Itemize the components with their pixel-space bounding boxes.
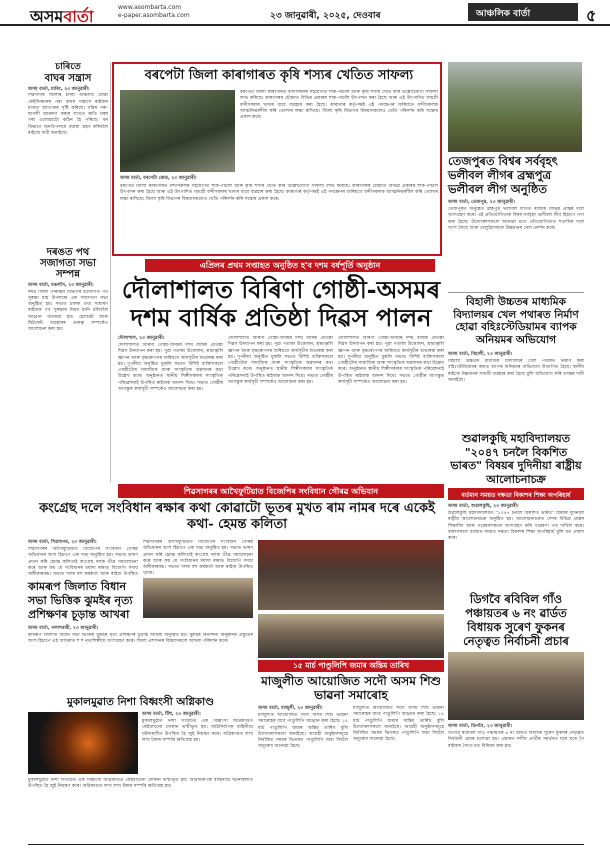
top-story-body: বৰপেটা জিলা কাৰাগাৰত বন্দীসকলৰ সহযোগত শাক-পাচলি আৰু কৃষি শস্যৰ খেতি কৰি উল্লেখযোগ্য সাফল্য লাভ কৰিছে। কাৰাগাৰৰ চৌহদত বিভিন্ন প্ৰকাৰৰ শাক-পাচলি উৎপাদন কৰা হৈছে আৰু এই উৎপাদিত সামগ্ৰী বন্দীসকলৰ খাদ্যৰ বাবে ব্যৱহাৰ কৰা হৈছে। কাৰাগাৰ কৰ্তৃপক্ষই এই পদক্ষেপৰ জৰিয়তে বন্দীসকলক আত্মনিৰ্ভৰশীল কৰি তোলাৰ লক্ষ্য ৰাখিছে। জিলা কৃষি বিভাগৰ বিষয়াসকলেও খেতি পৰিদৰ্শন কৰি সন্তোষ প্ৰকাশ কৰে।	[120, 184, 438, 202]
left-story-title: বাঘৰ সন্ত্ৰাস	[44, 73, 92, 84]
website-url: www.asombarta.com	[118, 4, 182, 11]
fire-photo	[28, 712, 138, 774]
college-story-byline: অসম বাৰ্তা, শুৱালকুছি, ২৩ জানুৱাৰী।	[448, 504, 519, 509]
bihali-byline: অসম বাৰ্তা, বিহালী, ২৩ জানুৱাৰী।	[448, 352, 513, 357]
college-story-body: শুৱালকুছি মহাবিদ্যালয়ত "২০৪৭ চনলৈ বিকশিত ভাৰত" বিষয়ৰ দুদিনীয়া ৰাষ্ট্ৰীয় আলোচনাচক্ৰ অনুষ্ঠিত হয়। আলোচনাচক্ৰত দেশৰ বিভিন্ন প্ৰান্তৰ শিক্ষাবিদ আৰু গৱেষকসকলে অংশগ্ৰহণ কৰি গৱেষণা পত্ৰ দাখিল কৰে। বক্তাসকলে বৰ্তমান সময়ত দক্ষতা বিকাশৰ শিক্ষা অপৰিহাৰ্য বুলি মত প্ৰকাশ কৰে।	[448, 511, 584, 542]
majuli-story-body-col2: মাজুলীত আয়োজিত সদৌ অসম শিশু ভাৱনা সমাৰোহৰ বাবে পাণ্ডুলিপি আহ্বান কৰা হৈছে। ১৫ মাৰ্চ পাণ্ডুলিপি জমাৰ অন্তিম তাৰিখ বুলি উদ্যোক্তাসকলে জনাইছে। আগ্ৰহী অনুষ্ঠানসমূহে নিৰ্ধাৰিত সময়ৰ ভিতৰত পাণ্ডুলিপি জমা দিবলৈ অনুৰোধ জনোৱা হৈছে।	[353, 706, 444, 743]
main-story-body-col1: দৌলাশালত বিৰিণা গোষ্ঠী-অসমৰ দশম বাৰ্ষিক প্ৰতিষ্ঠা দিৱস উদযাপন কৰা হয়। পুৱা পতাকা উত্তোলন, শ্ৰদ্ধাঞ্জলি জ্ঞাপন আৰু বৃক্ষৰোপণৰ জৰিয়তে কাৰ্যসূচীৰ শুভাৰম্ভ কৰা হয়। দুপৰীয়া অনুষ্ঠিত মুকলি সভাত বিশিষ্ট ব্যক্তিসকলে গোষ্ঠীটোৰ সামাজিক আৰু সাংস্কৃতিক অৱদানৰ কথা উল্লেখ কৰে। অনুষ্ঠানত স্থানীয় শিল্পীসকলৰ সাংস্কৃতিক পৰিৱেশনাই উপস্থিত ৰাইজক আনন্দ দিয়ে। সভাত গোষ্ঠীৰ আগন্তুক কাৰ্যসূচী সম্পৰ্কেও আলোচনা কৰা হয়।	[118, 343, 223, 393]
newspaper-logo: অসমবাৰ্তা	[30, 7, 94, 26]
fire-story-headline: মুকালমুৱাত নিশা বিধ্বংসী অগ্নিকাণ্ড	[66, 696, 215, 708]
top-story-headline: বৰপেটা জিলা কাৰাগাৰত কৃষি শস্যৰ খেতিত সাফল্য	[144, 68, 414, 83]
meeting-photo	[258, 614, 444, 658]
date-line: ২৩ জানুৱাৰী, ২০২৫, দেওবাৰ	[270, 11, 381, 21]
main-story-body-col2: দৌলাশালত বিৰিণা গোষ্ঠী-অসমৰ দশম বাৰ্ষিক প্ৰতিষ্ঠা দিৱস উদযাপন কৰা হয়। পুৱা পতাকা উত্তোলন, শ্ৰদ্ধাঞ্জলি জ্ঞাপন আৰু বৃক্ষৰোপণৰ জৰিয়তে কাৰ্যসূচীৰ শুভাৰম্ভ কৰা হয়। দুপৰীয়া অনুষ্ঠিত মুকলি সভাত বিশিষ্ট ব্যক্তিসকলে গোষ্ঠীটোৰ সামাজিক আৰু সাংস্কৃতিক অৱদানৰ কথা উল্লেখ কৰে। অনুষ্ঠানত স্থানীয় শিল্পীসকলৰ সাংস্কৃতিক পৰিৱেশনাই উপস্থিত ৰাইজক আনন্দ দিয়ে। সভাত গোষ্ঠীৰ আগন্তুক কাৰ্যসূচী সম্পৰ্কেও আলোচনা কৰা হয়।	[228, 336, 333, 386]
column-rule	[110, 62, 111, 482]
digboi-story-body: ডিগবৈ ৰবিবিল গাঁও পঞ্চায়তৰ ৬ নং ৱাৰ্ডত বিধায়ক সুৰেণ ফুকনৰ নেতৃত্বত নিৰ্বাচনী প্ৰচাৰ চলোৱা হয়। প্ৰচাৰত দলীয় প্ৰাৰ্থীৰ সমৰ্থনত ঘৰে ঘৰে গৈ ৰাইজৰ সৈতে মত বিনিময় কৰা হয়।	[448, 731, 584, 749]
deadline-banner: ১৫ মাৰ্চ পাণ্ডুলিপি জমাৰ অন্তিম তাৰিখ	[258, 660, 444, 672]
college-seminar-subhead: বৰ্তমান সময়ত দক্ষতা বিকাশৰ শিক্ষা অপৰিহাৰ্য	[448, 488, 584, 500]
campaign-photo	[448, 652, 584, 720]
volleyball-body: তেজপুৰত অনুষ্ঠিত ব্ৰহ্মপুত্ৰ ভলীবল লীগত ৰাজ্যৰ বিভিন্ন প্ৰান্তৰ দলে অংশগ্ৰহণ কৰে। এই প্ৰতিযোগিতাক বিশ্বৰ সৰ্ববৃহৎ ভলীবল লীগ হিচাপে গণ্য কৰা হৈছে। উদ্যোক্তাসকলে জনোৱা মতে প্ৰতিযোগিতাত শতাধিক দলে অংশ লৈছে আৰু খেলুৱৈসকলে উচ্চমানৰ খেল প্ৰদৰ্শন কৰে।	[448, 207, 584, 231]
farm-photo	[120, 90, 235, 172]
divider	[448, 292, 584, 293]
fire-story-body: মুকালমুৱাত নিশা সংঘটিত এক বিধ্বংসী অগ্নিকাণ্ডত কেইবাখনো দোকান ভস্মীভূত হয়। অগ্নিনিৰ্বাপক বাহিনীয়ে ঘটনাস্থলীত উপস্থিত হৈ জুই নিয়ন্ত্ৰণ কৰে। অগ্নিকাণ্ডত লাখ লাখ টকাৰ সম্পত্তি ক্ষতিগ্ৰস্ত হয়।	[142, 719, 253, 743]
majuli-story-body-col1: মাজুলীত আয়োজিত সদৌ অসম শিশু ভাৱনা সমাৰোহৰ বাবে পাণ্ডুলিপি আহ্বান কৰা হৈছে। ১৫ মাৰ্চ পাণ্ডুলিপি জমাৰ অন্তিম তাৰিখ বুলি উদ্যোক্তাসকলে জনাইছে। আগ্ৰহী অনুষ্ঠানসমূহে নিৰ্ধাৰিত সময়ৰ ভিতৰত পাণ্ডুলিপি জমা দিবলৈ অনুৰোধ জনোৱা হৈছে।	[258, 713, 348, 750]
volleyball-byline: অসম বাৰ্তা, তেজপুৰ, ২৩ জানুৱাৰী।	[448, 200, 515, 205]
footer-rule	[28, 844, 584, 845]
main-story-headline: দৌলাশালত বিৰিণা গোষ্ঠী-অসমৰ দশম বাৰ্ষিক প্ৰতিষ্ঠা দিৱস পালন	[121, 275, 441, 332]
digboi-story-byline: অসম বাৰ্তা, ডিগবৈ, ২৩ জানুৱাৰী।	[448, 724, 513, 729]
left-column	[28, 62, 108, 540]
congress-story-headline: কংগ্ৰেছ দলে সংবিধান ৰক্ষাৰ কথা কোৱাটো ভূতৰ মুখত ৰাম নামৰ দৰে একেই কথা- হেমন্ত কলিতা	[39, 501, 435, 532]
congress-story-byline: অসম বাৰ্তা, শিৱসাগৰ, ২৩ জানুৱাৰী।	[28, 540, 97, 545]
fire-story-byline: অসম বাৰ্তা, টিহু, ২৩ জানুৱাৰী।	[142, 712, 201, 717]
left-kicker: চাৰিতে	[55, 62, 81, 72]
congress-story-body-col1: শিৱসাগৰৰ আখৈফুটিয়াত বিজেপিৰ সংবিধান গৌৰৱ অভিযানৰ অংশ হিচাপে এক সভা অনুষ্ঠিত হয়। সভাত ভাষণ প্ৰদান কৰি হেমন্ত কলিতাই কংগ্ৰেছ দলক তীব্ৰ সমালোচনা কৰে আৰু কয় যে সংবিধানৰ মৰ্যাদা ৰক্ষাত বিজেপি সদায় অঙ্গীকাৰবদ্ধ। সভাত দলৰ বহু কৰ্মকৰ্তা আৰু ৰাইজ উপস্থিত	[28, 547, 138, 577]
dance-rehearsal-photo	[143, 578, 253, 618]
main-story-byline: দৌলাশাল, ২৩ জানুৱাৰী।	[118, 336, 165, 341]
top-story-byline: অসম বাৰ্তা, বৰপেটা ৰোড, ২৩ জানুৱাৰী।	[120, 176, 197, 181]
digboi-story-headline: ডিগবৈ ৰবিবিল গাঁও পঞ্চায়তৰ ৬ নং ৱাৰ্ডত বিধায়ক সুৰেণ ফুকনৰ নেতৃত্বত নিৰ্বাচনী প্ৰচাৰ	[463, 592, 569, 648]
fire-story-body-cont: মুকালমুৱাত নিশা সংঘটিত এক বিধ্বংসী অগ্নিকাণ্ডত কেইবাখনো দোকান ভস্মীভূত হয়। অগ্নিনিৰ্বাপক বাহিনীয়ে ঘটনাস্থলীত উপস্থিত হৈ জুই নিয়ন্ত্ৰণ কৰে। অগ্নিকাণ্ডত লাখ লাখ টকাৰ সম্পত্তি ক্ষতিগ্ৰস্ত হয়।	[28, 778, 253, 790]
bihali-headline: বিহালী উচ্চতৰ মাধ্যমিক বিদ্যালয়ৰ খেল পথাৰত নিৰ্মাণ হোৱা বহিঃস্টেডিয়ামৰ ব্যাপক অনিয়মৰ অভিযোগ	[453, 296, 579, 346]
left-story-body: শিৱসাগৰ জিলাৰ চাৰিং অঞ্চলত যোৱা কেইদিনমানৰ পৰা বাঘৰ সন্ত্ৰাসে ৰাইজৰ মাজত আতংকৰ সৃষ্টি কৰিছে। গাঁৱৰ গৰু-ছাগলী আক্ৰমণ কৰাৰ লগতে ৰাতি ঘৰৰ পৰা ওলোৱাটো কঠিন হৈ পৰিছে। বন বিভাগে অনতিপলমে ব্যৱস্থা গ্ৰহণ কৰিবলৈ ৰাইজে দাবী জনাইছে।	[28, 93, 108, 137]
rally-stage-photo	[258, 540, 444, 610]
left-story2-title: দৰঙত পথ সজাগতা সভা সম্পন্ন	[40, 247, 96, 281]
top-story-subhead-banner: এপ্ৰিলৰ প্ৰথম সপ্তাহত অনুষ্ঠিত হ'ব দশম বৰ্ষপূৰ্তি অনুষ্ঠান	[145, 259, 435, 272]
congress-story-body-col2: শিৱসাগৰৰ আখৈফুটিয়াত বিজেপিৰ সংবিধান গৌৰৱ অভিযানৰ অংশ হিচাপে এক সভা অনুষ্ঠিত হয়। সভাত ভাষণ প্ৰদান কৰি হেমন্ত কলিতাই কংগ্ৰেছ দলক তীব্ৰ সমালোচনা কৰে আৰু কয় যে সংবিধানৰ মৰ্যাদা ৰক্ষাত বিজেপি সদায় অঙ্গীকাৰবদ্ধ। সভাত দলৰ বহু কৰ্মকৰ্তা আৰু ৰাইজ উপস্থিত থাকে।	[143, 540, 253, 576]
college-seminar-headline: শুৱালকুছি মহাবিদ্যালয়ত "২০৪৭ চনলৈ বিকশিত ভাৰত" বিষয়ৰ দুদিনীয়া ৰাষ্ট্ৰীয় আলোচনাচক্ৰ	[450, 432, 582, 486]
bjp-campaign-banner: শিৱসাগৰৰ আখৈফুটিয়াত বিজেপিৰ সংবিধান গৌৰৱ অভিযান	[118, 484, 444, 498]
volleyball-photo	[448, 62, 582, 152]
kamrup-story-headline: কামৰূপ জিলাত বিধান সভা ভিত্তিক ঝুমইৰ নৃত্য প্ৰশিক্ষণৰ চূড়ান্ত আখৰা	[28, 580, 133, 621]
epaper-url: e-paper.asombarta.com	[118, 12, 190, 19]
bihali-body: বিহালী উচ্চতৰ মাধ্যমিক বিদ্যালয়ৰ খেল পথাৰত নিৰ্মাণ কৰা বহিঃস্টেডিয়ামৰ কামত ব্যাপক অনিয়মৰ অভিযোগ উত্থাপিত হৈছে। স্থানীয় ৰাইজে নিম্নমানৰ সামগ্ৰী ব্যৱহাৰ কৰা হৈছে বুলি অভিযোগ কৰি তদন্তৰ দাবী জনাইছে।	[448, 359, 584, 383]
page-number: ৫	[586, 6, 597, 25]
left-story2-body: দৰঙ জিলা পৰিবহন বিভাগৰ উদ্যোগত পথ সুৰক্ষা মাহ উপলক্ষে এক সজাগতা সভা অনুষ্ঠিত হয়। সভাত চালক তথা সাধাৰণ ৰাইজক পথ সুৰক্ষাৰ নিয়ম মানি চলিবলৈ আহ্বান জনোৱা হয়। হেলমেট আৰু ছিটবেল্ট ব্যৱহাৰৰ গুৰুত্ব সম্পৰ্কেও আলোচনা কৰা হয়।	[28, 289, 108, 333]
kamrup-story-byline: অসম বাৰ্তা, পলাশবাৰী, ২৩ জানুৱাৰী।	[28, 626, 99, 631]
section-label: আঞ্চলিক বাৰ্তা	[468, 3, 578, 21]
majuli-story-byline: অসম বাৰ্তা, মাজুলী, ২৩ জানুৱাৰী।	[258, 706, 323, 711]
volleyball-headline: তেজপুৰত বিশ্বৰ সৰ্ববৃহৎ ভলীবল লীগৰ ব্ৰহ্মপুত্ৰ ভলীবল লীগ অনুষ্ঠিত	[448, 154, 558, 196]
website-info	[118, 4, 190, 20]
left-story-byline: অসম বাৰ্তা, চাৰিং, ২৩ জানুৱাৰী।	[28, 87, 90, 92]
masthead	[0, 0, 610, 26]
left-story2-byline: অসম বাৰ্তা, মঙলদৈ, ২৩ জানুৱাৰী।	[28, 283, 94, 289]
top-story-body-upper: বৰপেটা জিলা কাৰাগাৰত বন্দীসকলৰ সহযোগত শাক-পাচলি আৰু কৃষি শস্যৰ খেতি কৰি উল্লেখযোগ্য সাফল্য লাভ কৰিছে। কাৰাগাৰৰ চৌহদত বিভিন্ন প্ৰকাৰৰ শাক-পাচলি উৎপাদন কৰা হৈছে আৰু এই উৎপাদিত সামগ্ৰী বন্দীসকলৰ খাদ্যৰ বাবে ব্যৱহাৰ কৰা হৈছে। কাৰাগাৰ কৰ্তৃপক্ষই এই পদক্ষেপৰ জৰিয়তে বন্দীসকলক আত্মনিৰ্ভৰশীল কৰি তোলাৰ লক্ষ্য ৰাখিছে। জিলা কৃষি বিভাগৰ বিষয়াসকলেও খেতি পৰিদৰ্শন কৰি সন্তোষ প্ৰকাশ কৰে।	[240, 90, 438, 121]
top-story-box	[112, 62, 442, 256]
main-story-body-col3: দৌলাশালত বিৰিণা গোষ্ঠী-অসমৰ দশম বাৰ্ষিক প্ৰতিষ্ঠা দিৱস উদযাপন কৰা হয়। পুৱা পতাকা উত্তোলন, শ্ৰদ্ধাঞ্জলি জ্ঞাপন আৰু বৃক্ষৰোপণৰ জৰিয়তে কাৰ্যসূচীৰ শুভাৰম্ভ কৰা হয়। দুপৰীয়া অনুষ্ঠিত মুকলি সভাত বিশিষ্ট ব্যক্তিসকলে গোষ্ঠীটোৰ সামাজিক আৰু সাংস্কৃতিক অৱদানৰ কথা উল্লেখ কৰে। অনুষ্ঠানত স্থানীয় শিল্পীসকলৰ সাংস্কৃতিক পৰিৱেশনাই উপস্থিত ৰাইজক আনন্দ দিয়ে। সভাত গোষ্ঠীৰ আগন্তুক কাৰ্যসূচী সম্পৰ্কেও আলোচনা কৰা হয়।	[338, 336, 444, 386]
majuli-story-headline: মাজুলীত আয়োজিত সদৌ অসম শিশু ভাৱনা সমাৰোহ	[261, 674, 441, 702]
kamrup-story-body: কামৰূপ জিলাত বিধান সভা ভিত্তিক ঝুমইৰ নৃত্য প্ৰশিক্ষণৰ চূড়ান্ত আখৰা অনুষ্ঠিত হয়। ঝুমইৰ বিনন্দিনী অনুষ্ঠানৰ প্ৰস্তুতিৰ অংশ হিচাপে এই আখৰাত শ শ নৃত্যশিল্পীয়ে অংশগ্ৰহণ কৰে। জিলা প্ৰশাসনৰ বিষয়াসকলে আখৰা পৰিদৰ্শন কৰে।	[28, 633, 253, 645]
